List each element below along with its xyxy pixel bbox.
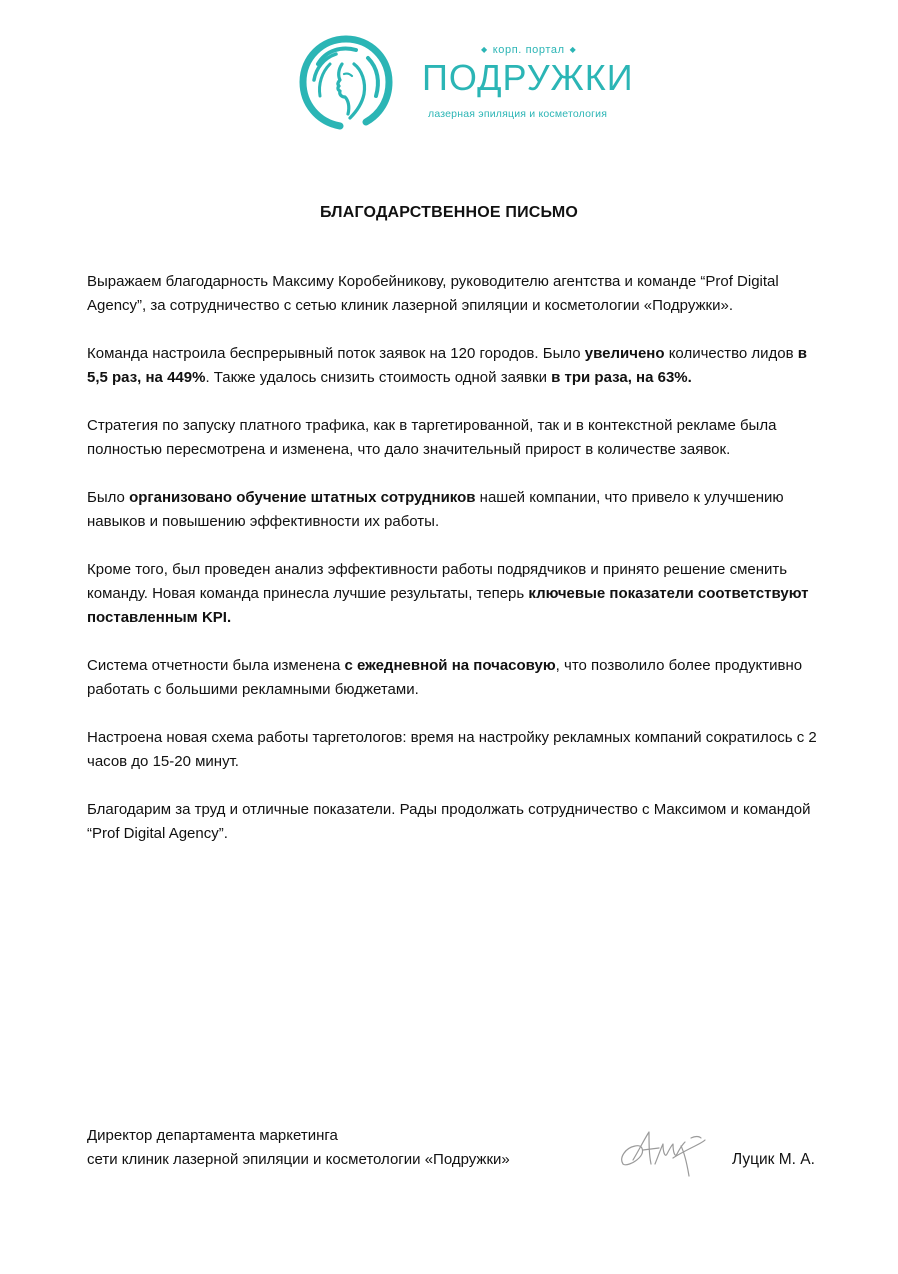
signer-name: Луцик М. А.: [732, 1151, 815, 1168]
text-run: Было: [87, 489, 130, 506]
text-run: Система отчетности была изменена: [87, 657, 345, 674]
logo-subtitle-top: [476, 44, 581, 56]
bold-text: в 5,5 раз, на 449%: [87, 345, 808, 386]
text-run: . Также удалось снизить стоимость одной заявки: [205, 369, 552, 386]
text-run: Настроена новая схема работы таргетологов: время на настройку рекламных компаний сократилось с 2 часов до 15-20 минут.: [87, 729, 817, 770]
signer-position-line-2: сети клиник лазерной эпиляции и косметологии «Подружки»: [87, 1151, 510, 1168]
body-paragraph: [87, 414, 827, 462]
text-run: Кроме того, был проведен анализ эффективности работы подрядчиков и принято решение сменить команду. Новая команда принесла лучшие результаты, теперь: [87, 561, 788, 602]
body-paragraph: [87, 342, 827, 390]
body-paragraph: [87, 654, 827, 702]
text-run: Благодарим за труд и отличные показатели. Рады продолжать сотрудничество с Максимом и командой “Prof Digital Agency”.: [87, 801, 811, 842]
company-logo: [298, 34, 643, 134]
body-paragraph: [87, 558, 827, 630]
logo-subtitle-bottom: лазерная эпиляция и косметология: [428, 108, 608, 120]
handwritten-signature: [615, 1124, 710, 1186]
text-run: , что позволило более продуктивно работать с большими рекламными бюджетами.: [87, 657, 803, 698]
body-paragraph: [87, 798, 827, 846]
text-run: Выражаем благодарность Максиму Коробейникову, руководителю агентства и команде “Prof Digital Agency”, за сотрудничество с сетью клиник лазерной эпиляции и косметологии «Подружки».: [87, 273, 779, 314]
body-paragraph: [87, 270, 827, 318]
text-run: нашей компании, что привело к улучшению навыков и повышению эффективности их работы.: [87, 489, 784, 530]
body-paragraph: [87, 486, 827, 534]
bold-text: организовано обучение штатных сотрудников: [129, 489, 476, 506]
bold-text: с ежедневной на почасовую: [344, 657, 556, 674]
signature-block: [87, 1124, 847, 1194]
document-title: БЛАГОДАРСТВЕННОЕ ПИСЬМО: [319, 204, 579, 221]
woman-profile-logo-icon: [298, 34, 394, 130]
diamond-icon: ◆: [569, 45, 577, 54]
text-run: количество лидов: [664, 345, 798, 362]
bold-text: ключевые показатели соответствуют поставленным KPI.: [87, 585, 809, 626]
text-run: Стратегия по запуску платного трафика, как в таргетированной, так и в контекстной рекламе была полностью пересмотрена и изменена, что дало значительный прирост в количестве заявок.: [87, 417, 777, 458]
bold-text: в три раза, на 63%.: [551, 369, 692, 386]
diamond-icon: ◆: [481, 45, 488, 54]
bold-text: увеличено: [584, 345, 665, 362]
logo-title: ПОДРУЖКИ: [422, 57, 634, 98]
text-run: Команда настроила беспрерывный поток заявок на 120 городов. Было: [87, 345, 585, 362]
letter-body: [87, 270, 827, 870]
body-paragraph: [87, 726, 827, 774]
logo-subtitle-top-text: корп. портал: [492, 44, 565, 56]
signer-position-line-1: Директор департамента маркетинга: [87, 1127, 338, 1144]
